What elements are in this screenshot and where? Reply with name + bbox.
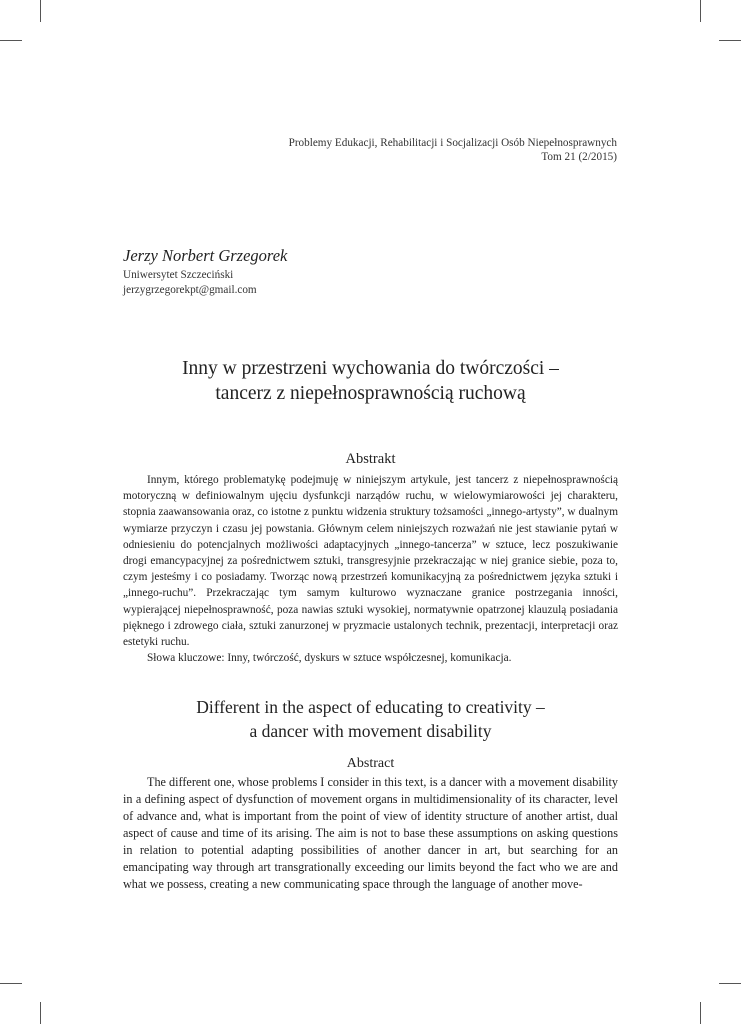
article-title-english	[123, 696, 618, 743]
crop-mark-left-top	[0, 40, 22, 41]
abstract-pl-heading: Abstrakt	[345, 451, 396, 467]
author-affiliation: Uniwersytet Szczeciński	[123, 269, 234, 281]
journal-volume: Tom 21 (2/2015)	[541, 151, 617, 163]
abstract-en-text: The different one, whose problems I consider in this text, is a dancer with a movement disability in a defining aspect of dysfunction of movement organs in multidimensionality of its character, level of advance and, what is important from the point of view of identity structure of another artist, dual aspect of cause and time of its arising. The aim is not to base these assumptions on asking questions in relation to potential adapting possibilities of another dancer in art, but searching for an emancipating way through art transgrationally exceeding our limits beyond the fact who we are and what we possess, creating a new communicating space through the language of another move-	[123, 775, 618, 891]
crop-mark-bottom-right	[700, 1002, 701, 1024]
author-name: Jerzy Norbert Grzegorek	[123, 246, 288, 265]
abstract-en-heading: Abstract	[346, 756, 395, 771]
crop-mark-top-left	[40, 0, 41, 22]
crop-mark-top-right	[700, 0, 701, 22]
keywords-pl: Słowa kluczowe: Inny, twórczość, dyskurs w sztuce współczesnej, komunikacja.	[147, 652, 512, 664]
abstract-en-body	[123, 774, 618, 893]
abstract-pl-body	[123, 472, 618, 650]
abstract-pl-text: Innym, którego problematykę podejmuję w niniejszym artykule, jest tancerz z niepełnosprawnością motoryczną w definiowalnym ujęciu dysfunkcji narządów ruchu, w wielowymiarowości jej charakteru, stopnia zaawansowania oraz, co istotne z punktu widzenia struktury tożsamości „innego-artysty”, w dualnym wymiarze przyczyn i czasu jej powstania. Głównym celem niniejszych rozważań nie jest stawianie pytań w odniesieniu do potencjalnych możliwości adaptacyjnych „innego-tancerza” w sztuce, lecz poszukiwanie drogi emancypacyjnej za pośrednictwem sztuki, transgresyjnie przekraczając w niej granice siebie, poza to, czym jesteśmy i co posiadamy. Tworząc nową przestrzeń komunikacyjną za pośrednictwem języka sztuki i „innego-ruchu”. Przekraczając tym samym kulturowo wyznaczane granice postrzegania inności, wypierającej niepełnosprawność, poza nawias sztuki wysokiej, normatywnie opatrzonej klauzulą posiadania pięknego i zdrowego ciała, sztuki zanurzonej w pryzmacie ustalonych technik, prezentacji, interpretacji oraz estetyki ruchu.	[123, 474, 618, 649]
author-email[interactable]: jerzygrzegorekpt@gmail.com	[123, 283, 257, 296]
article-title-polish	[123, 357, 618, 406]
title-en-line-2: a dancer with movement disability	[249, 720, 492, 741]
title-pl-line-1: Inny w przestrzeni wychowania do twórczości –	[182, 358, 559, 379]
crop-mark-right-top	[719, 40, 741, 41]
title-pl-line-2: tancerz z niepełnosprawnością ruchową	[215, 382, 526, 404]
journal-header	[289, 136, 617, 164]
crop-mark-left-bottom	[0, 983, 22, 984]
title-en-line-1: Different in the aspect of educating to creativity –	[196, 697, 545, 717]
author-block	[123, 246, 287, 297]
crop-mark-right-bottom	[719, 983, 741, 984]
crop-mark-bottom-left	[40, 1002, 41, 1024]
journal-name: Problemy Edukacji, Rehabilitacji i Socjalizacji Osób Niepełnosprawnych	[288, 137, 617, 149]
